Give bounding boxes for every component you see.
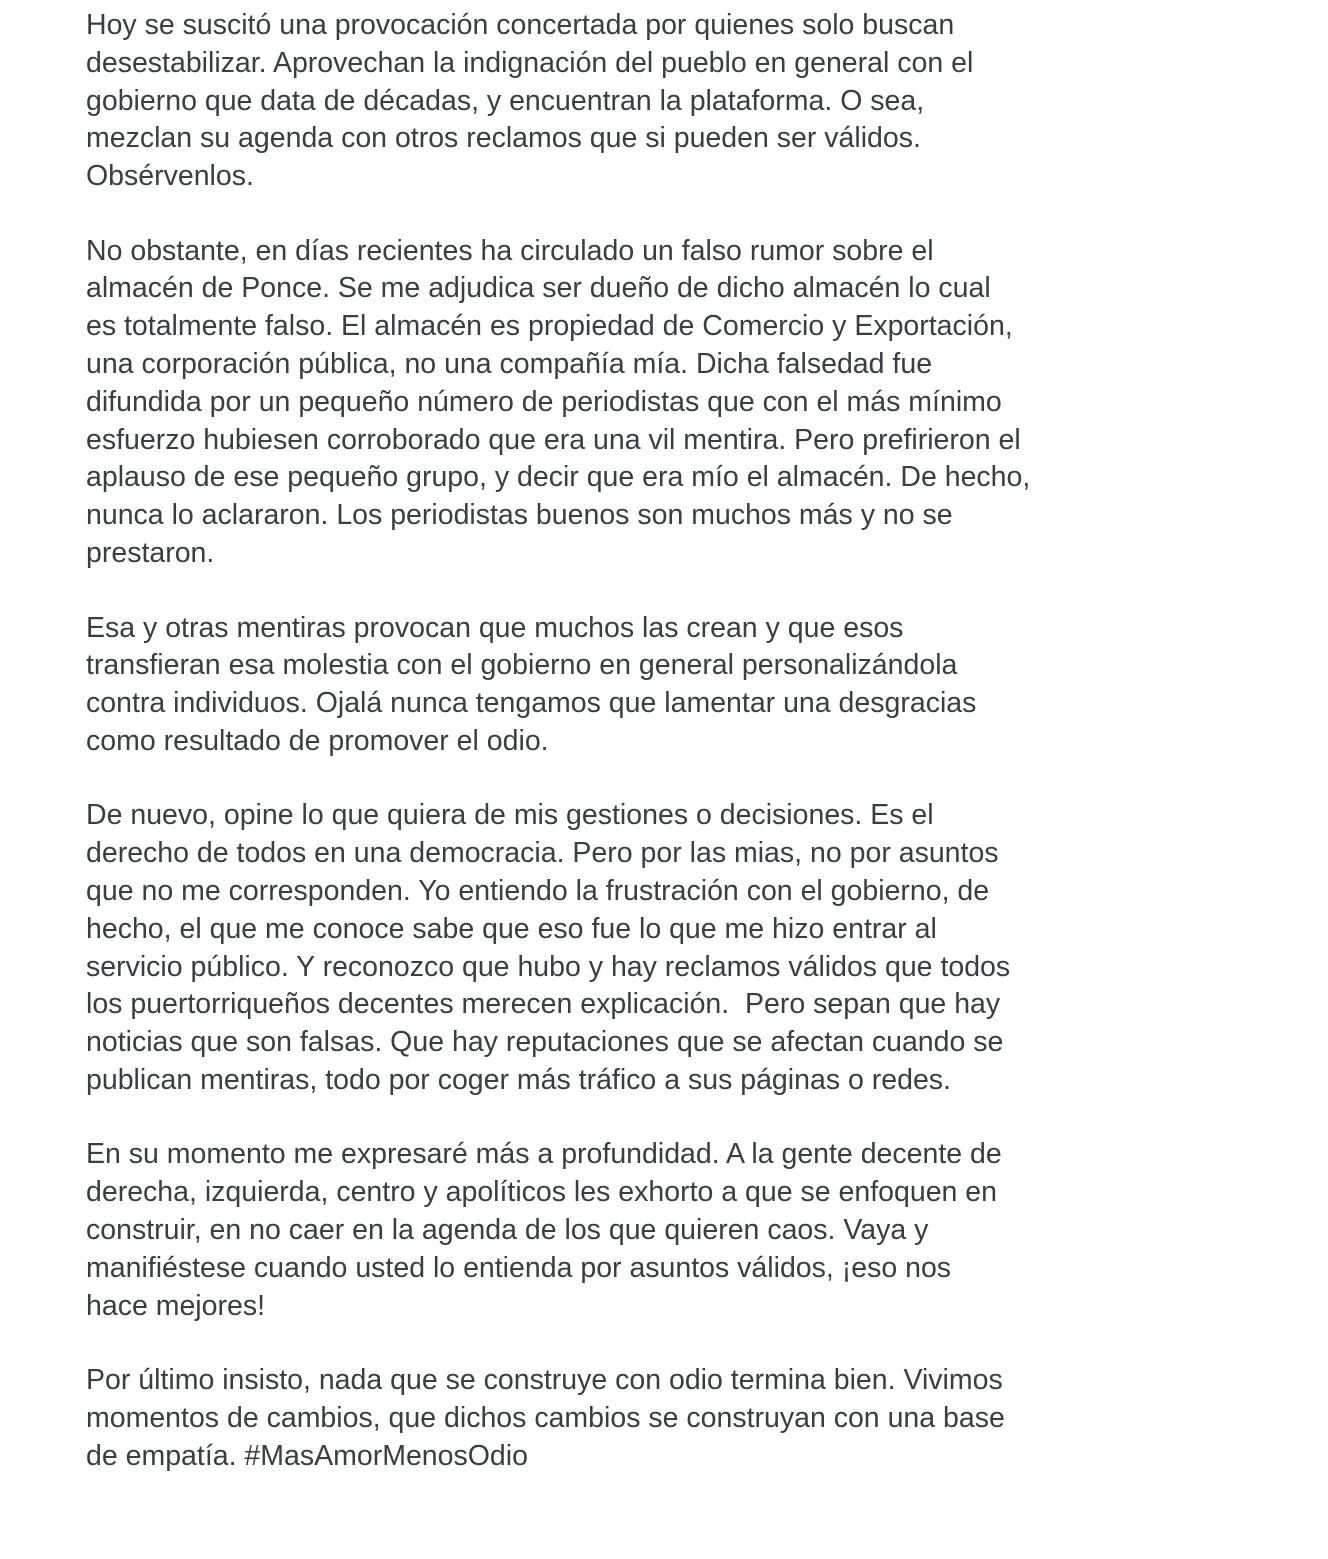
text-line: una corporación pública, no una compañía mía. Dicha falsedad fue: [86, 348, 933, 381]
text-line: construir, en no caer en la agenda de los que quieren caos. Vaya y: [86, 1214, 929, 1247]
paragraph-2: [86, 233, 1096, 573]
text-line: hecho, el que me conoce sabe que eso fue lo que me hizo entrar al: [86, 912, 937, 945]
text-line: es totalmente falso. El almacén es propiedad de Comercio y Exportación,: [86, 310, 1013, 343]
text-line: publican mentiras, todo por coger más tráfico a sus páginas o redes.: [86, 1063, 951, 1096]
text-line: De nuevo, opine lo que quiera de mis gestiones o decisiones. Es el: [86, 799, 934, 832]
text-line: servicio público. Y reconozco que hubo y hay reclamos válidos que todos: [86, 950, 1011, 983]
text-line: Por último insisto, nada que se construye con odio termina bien. Vivimos: [86, 1364, 1003, 1397]
text-line: como resultado de promover el odio.: [86, 724, 549, 757]
paragraph-3: [86, 610, 1096, 761]
paragraph-4: [86, 797, 1096, 1099]
text-line: hace mejores!: [86, 1289, 266, 1322]
text-line: manifiéstese cuando usted lo entienda por asuntos válidos, ¡eso nos: [86, 1251, 952, 1284]
paragraph-1: [86, 7, 1096, 196]
text-line: No obstante, en días recientes ha circulado un falso rumor sobre el: [86, 234, 934, 267]
text-line: almacén de Ponce. Se me adjudica ser dueño de dicho almacén lo cual: [86, 272, 991, 305]
paragraph-5: [86, 1136, 1096, 1325]
text-line: Hoy se suscitó una provocación concertada por quienes solo buscan: [86, 9, 955, 41]
text-line: prestaron.: [86, 537, 215, 570]
paragraph-6: [86, 1362, 1096, 1475]
text-line: En su momento me expresaré más a profundidad. A la gente decente de: [86, 1138, 1002, 1171]
text-line: derecho de todos en una democracia. Pero por las mias, no por asuntos: [86, 837, 999, 870]
text-line: momentos de cambios, que dichos cambios se construyan con una base: [86, 1401, 1005, 1434]
text-line: Obsérvenlos.: [86, 160, 254, 193]
text-line: que no me corresponden. Yo entiendo la frustración con el gobierno, de: [86, 875, 990, 907]
text-line: mezclan su agenda con otros reclamos que si pueden ser válidos.: [86, 122, 921, 155]
text-line: difundida por un pequeño número de periodistas que con el más mínimo: [86, 385, 1002, 418]
text-line: transfieran esa molestia con el gobierno en general personalizándola: [86, 649, 958, 682]
text-line: contra individuos. Ojalá nunca tengamos que lamentar una desgracias: [86, 687, 977, 720]
text-line: desestabilizar. Aprovechan la indignación del pueblo en general con el: [86, 46, 974, 79]
text-line: nunca lo aclararon. Los periodistas buenos son muchos más y no se: [86, 499, 953, 532]
text-line: gobierno que data de décadas, y encuentran la plataforma. O sea,: [86, 84, 925, 117]
text-line: esfuerzo hubiesen corroborado que era una vil mentira. Pero prefirieron el: [86, 423, 1021, 456]
text-line: los puertorriqueños decentes merecen explicación. Pero sepan que hay: [86, 988, 1001, 1021]
text-line: aplauso de ese pequeño grupo, y decir que era mío el almacén. De hecho,: [86, 461, 1031, 494]
text-line: noticias que son falsas. Que hay reputaciones que se afectan cuando se: [86, 1026, 1004, 1059]
statement-document: [86, 7, 1096, 1476]
text-line: Esa y otras mentiras provocan que muchos las crean y que esos: [86, 611, 904, 644]
text-line: de empatía. #MasAmorMenosOdio: [86, 1439, 528, 1472]
text-line: derecha, izquierda, centro y apolíticos les exhorto a que se enfoquen en: [86, 1176, 998, 1209]
